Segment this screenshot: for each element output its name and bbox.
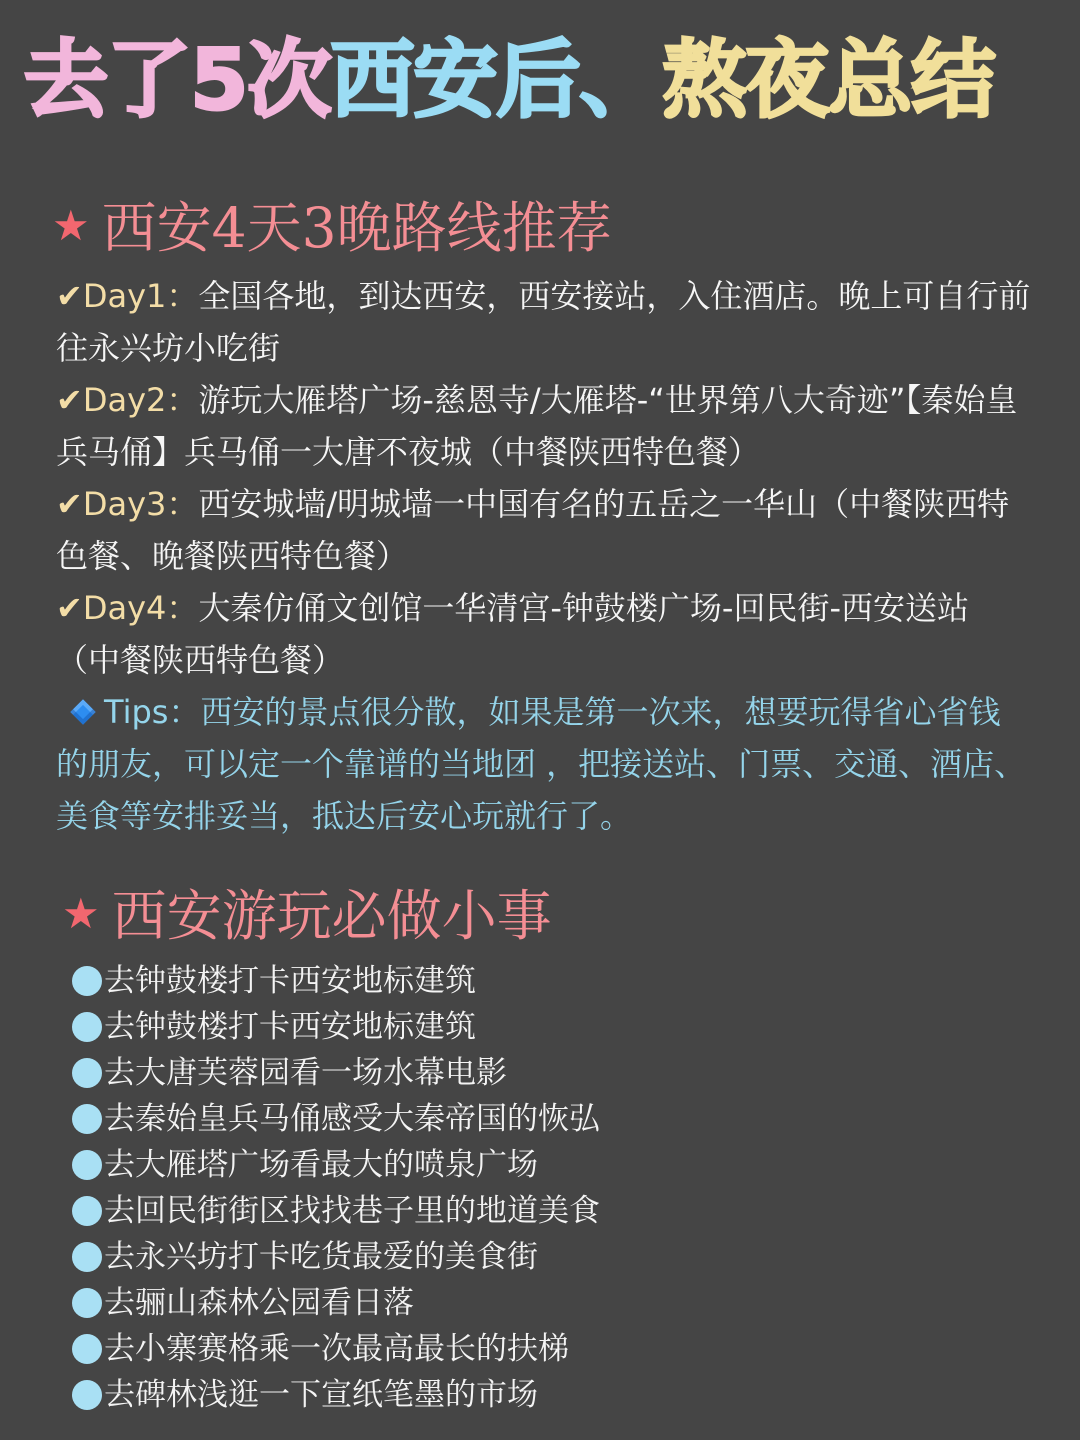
list-item bbox=[72, 958, 832, 1004]
page-title-part-two: 西安后、 bbox=[330, 31, 663, 129]
route-heading-text: 西安4天3晚路线推荐 bbox=[101, 196, 612, 260]
things-section-heading bbox=[62, 878, 552, 952]
list-item bbox=[72, 1280, 832, 1326]
day-description: 全国各地，到达西安，西安接站，入住酒店。晚上可自行前往永兴坊小吃街 bbox=[56, 277, 1031, 367]
day-label: ✔Day2： bbox=[56, 381, 199, 419]
dot-icon bbox=[72, 1334, 102, 1364]
dot-icon bbox=[72, 1150, 102, 1180]
activity-text: 去钟鼓楼打卡西安地标建筑 bbox=[104, 1009, 476, 1045]
page-title-part-one: 去了5次 bbox=[24, 31, 331, 129]
activity-text: 去大雁塔广场看最大的喷泉广场 bbox=[104, 1147, 538, 1183]
activity-text: 去骊山森林公园看日落 bbox=[104, 1285, 414, 1321]
list-item bbox=[72, 1004, 832, 1050]
activity-text: 去大唐芙蓉园看一场水幕电影 bbox=[104, 1055, 507, 1091]
route-day-item bbox=[56, 270, 1031, 374]
day-description: 大秦仿俑文创馆一华清宫-钟鼓楼广场-回民街-西安送站（中餐陕西特色餐） bbox=[56, 589, 970, 679]
route-day-item bbox=[56, 478, 1031, 582]
dot-icon bbox=[72, 1104, 102, 1134]
tips-text: Tips：西安的景点很分散，如果是第一次来，想要玩得省心省钱的朋友，可以定一个靠谱的当地团 ，把接送站、门票、交通、酒店、美食等安排妥当，抵达后安心玩就行了。 bbox=[56, 693, 1027, 835]
route-day-item bbox=[56, 374, 1031, 478]
activity-text: 去小寨赛格乘一次最高最长的扶梯 bbox=[104, 1331, 569, 1367]
list-item bbox=[72, 1050, 832, 1096]
activity-text: 去钟鼓楼打卡西安地标建筑 bbox=[104, 963, 476, 999]
dot-icon bbox=[72, 1242, 102, 1272]
page-title bbox=[24, 26, 1056, 136]
activity-text: 去回民街街区找找巷子里的地道美食 bbox=[104, 1193, 600, 1229]
route-day-item bbox=[56, 582, 1031, 686]
day-label: ✔Day4： bbox=[56, 589, 199, 627]
list-item bbox=[72, 1234, 832, 1280]
star-icon: ★ bbox=[62, 889, 100, 938]
things-heading-text: 西安游玩必做小事 bbox=[111, 884, 552, 948]
route-section-heading bbox=[52, 190, 612, 264]
activity-text: 去碑林浅逛一下宣纸笔墨的市场 bbox=[104, 1377, 538, 1413]
day-description: 西安城墙/明城墙一中国有名的五岳之一华山（中餐陕西特色餐、晚餐陕西特色餐） bbox=[56, 485, 1010, 575]
diamond-icon bbox=[70, 699, 95, 724]
dot-icon bbox=[72, 1288, 102, 1318]
list-item bbox=[72, 1188, 832, 1234]
dot-icon bbox=[72, 966, 102, 996]
list-item bbox=[72, 1142, 832, 1188]
dot-icon bbox=[72, 1058, 102, 1088]
activity-text: 去秦始皇兵马俑感受大秦帝国的恢弘 bbox=[104, 1101, 600, 1137]
dot-icon bbox=[72, 1380, 102, 1410]
day-label: ✔Day3： bbox=[56, 485, 199, 523]
list-item bbox=[72, 1326, 832, 1372]
page-title-part-three: 熬夜总结 bbox=[662, 31, 995, 129]
day-description: 游玩大雁塔广场-慈恩寺/大雁塔-“世界第八大奇迹”【秦始皇兵马俑】兵马俑一大唐不夜城（中餐陕西特色餐） bbox=[56, 381, 1018, 471]
day-label: ✔Day1： bbox=[56, 277, 199, 315]
list-item bbox=[72, 1096, 832, 1142]
dot-icon bbox=[72, 1012, 102, 1042]
dot-icon bbox=[72, 1196, 102, 1226]
activities-list bbox=[72, 958, 832, 1418]
list-item bbox=[72, 1372, 832, 1418]
star-icon: ★ bbox=[52, 201, 90, 250]
activity-text: 去永兴坊打卡吃货最爱的美食街 bbox=[104, 1239, 538, 1275]
tips-block bbox=[56, 686, 1031, 842]
route-itinerary bbox=[56, 270, 1031, 842]
